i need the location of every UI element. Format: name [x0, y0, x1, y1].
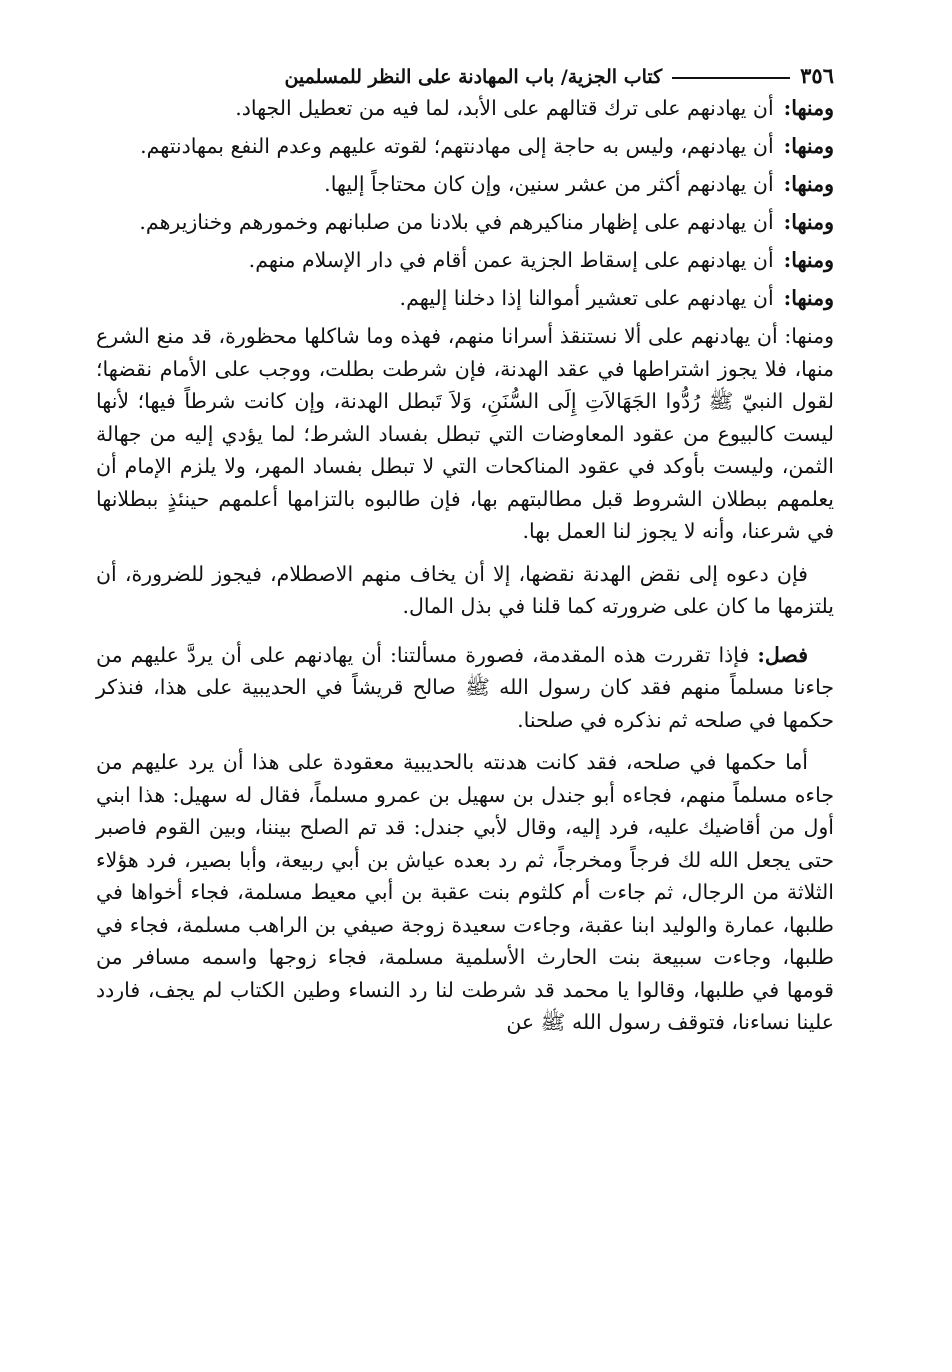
list-item	[96, 206, 834, 238]
item-label: ومنها:	[783, 286, 834, 310]
section-label: فصل:	[757, 642, 808, 667]
item-text: أن يهادنهم أكثر من عشر سنين، وإن كان محتاجاً إليها.	[324, 172, 774, 196]
list-item	[96, 168, 834, 200]
item-text: أن يهادنهم على إظهار مناكيرهم في بلادنا من صلبانهم وخمورهم وخنازيرهم.	[139, 210, 774, 234]
item-label: ومنها:	[783, 210, 834, 234]
item-label: ومنها:	[783, 172, 834, 196]
list-item	[96, 92, 834, 124]
page-number: ٣٥٦	[800, 63, 834, 88]
list-item	[96, 130, 834, 162]
item-label: ومنها:	[783, 134, 834, 158]
item-text: أن يهادنهم على إسقاط الجزية عمن أقام في دار الإسلام منهم.	[248, 248, 774, 272]
item-text: أن يهادنهم على ترك قتالهم على الأبد، لما فيه من تعطيل الجهاد.	[235, 96, 774, 120]
item-text: أن يهادنهم، وليس به حاجة إلى مهادنتهم؛ لقوته عليهم وعدم النفع بمهادنتهم.	[140, 134, 774, 158]
paragraph-prohibited-conditions: ومنها: أن يهادنهم على ألا نستنقذ أسرانا منهم، فهذه وما شاكلها محظورة، قد منع الشرع منها، فلا يجوز اشتراطها في عقد الهدنة، فإن شرطت بطلت، ووجب على الأمام نقضها؛ لقول النبيّ ﷺ رُدُّوا الجَهَالاَتِ إِلَى السُّنَنِ، وَلاَ تَبطل الهدنة، وإن كانت شرطاً فيها؛ لأنها ليست كالبيوع من عقود المعاوضات التي تبطل بفساد الشرط؛ لما يؤدي إليه من جهالة الثمن، وليست بأوكد في عقود المناكحات التي لا تبطل بفساد المهر، ولا يلزم الإمام أن يعلمهم ببطلان الشروط قبل مطالبتهم بها، فإن طالبوه بالتزامها أعلمهم حينئذٍ ببطلانها في شرعنا، وأنه لا يجوز لنا العمل بها.	[96, 324, 834, 543]
paragraph-hudaybiyya: أما حكمها في صلحه، فقد كانت هدنته بالحديبية معقودة على هذا أن يرد عليهم من جاءه مسلماً منهم، فجاءه أبو جندل بن سهيل بن عمرو مسلماً، فقال له سهيل: هذا ابني أول من أقاضيك عليه، فرد إليه، وقال لأبي جندل: قد تم الصلح بيننا، وبين القوم فاصبر حتى يجعل الله لك فرجاً ومخرجاً، ثم رد بعده عياش بن أبي ربيعة، وأبا بصير، فرد هؤلاء الثلاثة من الرجال، ثم جاءت أم كلثوم بنت عقبة بن أبي معيط مسلمة، فجاء أخواها في طلبها، عمارة والوليد ابنا عقبة، وجاءت سعيدة زوجة صيفي بن الراهب مسلمة، فجاء في طلبها، وجاءت سبيعة بنت الحارث الأسلمية مسلمة، فجاء زوجها واسمه مسافر من قومها في طلبها، وقالوا يا محمد قد شرطت لنا رد النساء وطين الكتاب لم يجف، فاردد علينا نساءنا، فتوقف رسول الله ﷺ عن	[96, 750, 834, 1034]
paragraph-breaking-truce: فإن دعوه إلى نقض الهدنة نقضها، إلا أن يخاف منهم الاصطلام، فيجوز للضرورة، أن يلتزمها ما كان على ضرورته كما قلنا في بذل المال.	[96, 561, 834, 618]
item-label: ومنها:	[783, 248, 834, 272]
item-text: أن يهادنهم على تعشير أموالنا إذا دخلنا إليهم.	[399, 286, 774, 310]
paragraph-section	[96, 639, 834, 737]
list-item	[96, 244, 834, 276]
body-text	[96, 92, 834, 1039]
item-label: ومنها:	[783, 96, 834, 120]
section-text: فإذا تقررت هذه المقدمة، فصورة مسألتنا: أن يهادنهم على أن يردَّ عليهم من جاءنا مسلماً منهم فقد كان رسول الله ﷺ صالح قريشاً في الحديبية على هذا، فنذكر حكمها في صلحه ثم نذكره في صلحنا.	[96, 642, 834, 732]
page-header	[96, 48, 834, 88]
running-head: كتاب الجزية/ باب المهادنة على النظر للمسلمين	[284, 66, 663, 88]
header-rule	[672, 77, 790, 79]
list-item	[96, 282, 834, 314]
